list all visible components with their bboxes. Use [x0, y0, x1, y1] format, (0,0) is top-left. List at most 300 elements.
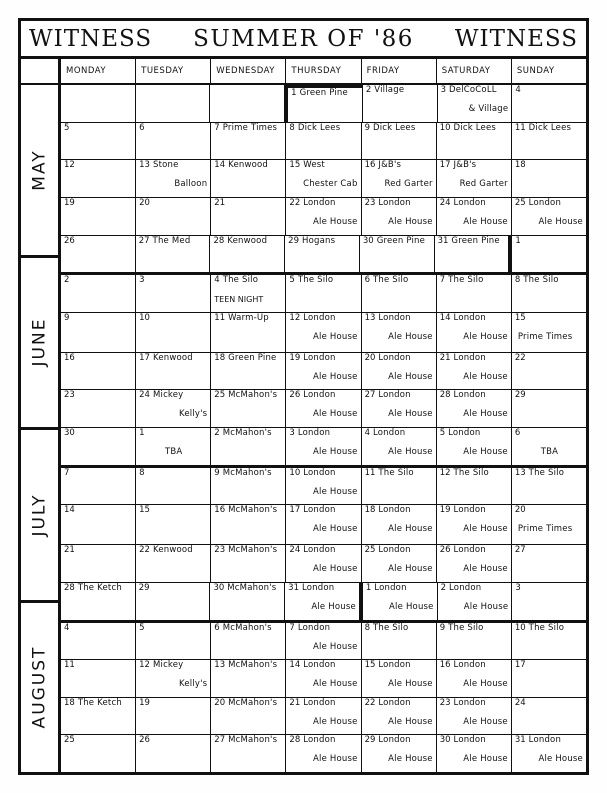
calendar-day-cell[interactable] [211, 468, 286, 505]
calendar-day-cell[interactable] [136, 85, 211, 122]
day-number: 27 [514, 545, 526, 556]
day-number: 10 [289, 467, 301, 478]
calendar-day-cell[interactable] [512, 198, 586, 235]
week-row [61, 660, 586, 698]
event-label: London [453, 660, 486, 671]
calendar-day-cell[interactable] [61, 160, 136, 197]
calendar-day-cell[interactable] [285, 236, 360, 273]
day-number: 24 [514, 697, 526, 708]
day-number: 8 [364, 622, 370, 633]
calendar-day-cell[interactable] [286, 160, 361, 197]
calendar-day-cell[interactable] [136, 660, 211, 697]
event-label-cont: Balloon [174, 179, 208, 190]
calendar-day-cell[interactable] [136, 353, 211, 390]
event-label-cont: Ale House [388, 371, 433, 382]
calendar-day-cell[interactable] [512, 505, 586, 544]
event-label: The Silo [448, 275, 484, 286]
event-label: McMahon's [228, 660, 278, 671]
event-label: London [303, 505, 336, 516]
calendar-day-cell[interactable] [362, 735, 437, 772]
calendar-day-cell[interactable] [512, 390, 586, 427]
calendar-day-cell[interactable] [362, 313, 437, 352]
day-number: 23 [364, 197, 376, 208]
event-label: The Silo [528, 467, 565, 478]
calendar-day-cell[interactable] [437, 160, 512, 197]
calendar-day-cell[interactable] [286, 123, 361, 160]
day-number: 18 [364, 505, 376, 516]
event-label: Green Pine [299, 88, 348, 98]
day-number: 15 [139, 505, 150, 516]
day-header-monday: MONDAY [61, 59, 136, 83]
day-number: 12 [289, 312, 301, 323]
day-number: 30 [439, 735, 451, 746]
calendar-day-cell[interactable] [61, 198, 136, 235]
calendar-day-cell[interactable] [211, 390, 286, 427]
event-label: The Ketch [77, 582, 122, 593]
calendar-day-cell[interactable] [360, 583, 438, 620]
event-label-cont: Ale House [388, 564, 433, 575]
event-label-cont: Ale House [313, 371, 358, 382]
day-number: 19 [139, 697, 150, 708]
calendar-day-cell[interactable] [136, 505, 211, 544]
event-label: London [449, 582, 482, 593]
calendar-day-cell[interactable] [136, 275, 211, 312]
month-column-spacer [21, 59, 58, 85]
calendar-day-cell[interactable] [286, 275, 361, 312]
calendar-day-cell[interactable] [61, 698, 136, 735]
week-row [61, 275, 586, 313]
day-number: 4 [214, 275, 220, 286]
event-label: J&B's [378, 160, 402, 171]
calendar-frame [18, 18, 589, 775]
day-number: 10 [139, 312, 150, 323]
event-label: DelCoCoLL [449, 85, 497, 95]
event-label: Dick Lees [528, 122, 572, 133]
calendar-day-cell[interactable] [286, 623, 361, 660]
event-label: McMahon's [222, 428, 272, 438]
event-label: London [453, 312, 486, 323]
calendar-day-cell[interactable] [512, 698, 586, 735]
calendar-day-cell[interactable] [512, 623, 586, 660]
calendar-day-cell[interactable] [437, 313, 512, 352]
event-label: Kenwood [152, 545, 193, 556]
calendar-day-cell[interactable] [362, 623, 437, 660]
calendar-day-cell[interactable] [437, 505, 512, 544]
calendar-day-cell[interactable] [437, 660, 512, 697]
day-number: 5 [289, 275, 295, 286]
event-label: McMahon's [228, 505, 278, 516]
event-label: London [378, 352, 411, 363]
day-number: 5 [64, 122, 70, 133]
event-label-cont: Ale House [463, 409, 508, 420]
event-label-cont: Ale House [313, 716, 358, 727]
event-label: London [453, 505, 486, 516]
event-label-cont: Ale House [463, 601, 509, 612]
calendar-day-cell[interactable] [437, 123, 512, 160]
calendar-day-cell[interactable] [360, 236, 435, 273]
event-label: London [303, 545, 336, 556]
calendar-day-cell[interactable] [437, 198, 512, 235]
calendar-day-cell[interactable] [61, 313, 136, 352]
day-number: 24 [289, 545, 301, 556]
event-label: London [378, 390, 411, 401]
calendar-day-cell[interactable] [136, 468, 211, 505]
event-label: West [303, 160, 325, 171]
calendar-day-cell[interactable] [286, 698, 361, 735]
event-label-cont: Ale House [388, 216, 433, 227]
event-label: Prime Times [517, 524, 573, 535]
calendar-day-cell[interactable] [136, 123, 211, 160]
calendar-day-cell[interactable] [61, 275, 136, 312]
event-label: Dick Lees [297, 122, 341, 133]
calendar-day-cell[interactable] [512, 313, 586, 352]
calendar-day-cell[interactable] [136, 698, 211, 735]
day-number: 9 [364, 122, 370, 133]
calendar-day-cell[interactable] [512, 353, 586, 390]
day-number: 20 [364, 352, 376, 363]
day-number: 28 [213, 235, 225, 246]
day-number: 24 [439, 197, 451, 208]
calendar-day-cell[interactable] [61, 583, 136, 620]
calendar-day-cell[interactable] [211, 313, 286, 352]
day-header-wednesday: WEDNESDAY [211, 59, 286, 83]
day-number: 25 [64, 735, 75, 746]
day-number: 5 [439, 428, 446, 438]
day-number: 6 [364, 275, 370, 286]
calendar-day-cell[interactable] [438, 583, 513, 620]
day-number: 1 [139, 428, 145, 438]
calendar-day-cell[interactable] [61, 123, 136, 160]
day-number: 8 [514, 275, 521, 286]
day-number: 26 [439, 545, 451, 556]
day-number: 29 [514, 390, 526, 401]
week-row [61, 623, 586, 661]
calendar-day-cell[interactable] [363, 85, 438, 122]
event-label-cont: Ale House [313, 447, 358, 457]
calendar-day-cell[interactable] [512, 428, 586, 465]
day-number: 28 [439, 390, 451, 401]
day-header-sunday: SUNDAY [516, 66, 555, 76]
day-number: 18 [514, 160, 526, 171]
event-label: The Silo [372, 275, 409, 286]
calendar-day-cell[interactable] [211, 275, 286, 312]
calendar-day-cell[interactable] [136, 545, 211, 582]
event-label-cont: & Village [468, 104, 509, 114]
day-number: 14 [289, 660, 301, 671]
calendar-day-cell[interactable] [362, 505, 437, 544]
calendar-day-cell[interactable] [286, 660, 361, 697]
calendar-day-cell[interactable] [286, 505, 361, 544]
calendar-day-cell[interactable] [512, 583, 586, 620]
day-number: 9 [64, 312, 70, 323]
calendar-day-cell[interactable] [136, 160, 211, 197]
calendar-day-cell[interactable] [61, 390, 136, 427]
event-label: The Silo [222, 275, 259, 286]
calendar-day-cell[interactable] [512, 545, 586, 582]
day-number: 7 [439, 275, 446, 286]
month-label: JUNE [29, 317, 50, 367]
calendar-day-cell[interactable] [211, 353, 286, 390]
event-label: TBA [540, 447, 559, 457]
day-number: 3 [515, 582, 521, 593]
week-row [61, 313, 586, 353]
calendar-day-cell[interactable] [136, 623, 211, 660]
day-number: 23 [214, 545, 226, 556]
event-label-cont: Ale House [388, 331, 433, 342]
day-number: 24 [139, 390, 150, 401]
calendar-day-cell[interactable] [61, 660, 136, 697]
week-row [61, 198, 586, 236]
event-label-cont: Ale House [313, 331, 358, 342]
day-number: 21 [214, 197, 226, 208]
calendar-day-cell[interactable] [285, 85, 363, 122]
calendar-day-cell[interactable] [211, 505, 286, 544]
day-number: 17 [514, 660, 526, 671]
calendar-day-cell[interactable] [136, 390, 211, 427]
title-left-word: WITNESS [29, 25, 153, 52]
event-label-cont: Ale House [388, 409, 433, 420]
calendar-day-cell[interactable] [136, 583, 211, 620]
day-number: 12 [139, 660, 150, 671]
title-right-word: WITNESS [454, 25, 578, 52]
calendar-day-cell[interactable] [61, 468, 136, 505]
event-label: Kenwood [227, 235, 268, 246]
event-label: Prime Times [517, 331, 573, 342]
day-number: 1 [515, 235, 521, 246]
calendar-day-cell[interactable] [438, 85, 513, 122]
day-number: 22 [364, 697, 376, 708]
calendar-day-cell[interactable] [61, 353, 136, 390]
calendar-day-cell[interactable] [286, 735, 361, 772]
day-number: 20 [214, 697, 226, 708]
day-number: 15 [289, 160, 301, 171]
event-label-cont: Ale House [463, 564, 508, 575]
day-number: 11 [514, 122, 526, 133]
calendar-day-cell[interactable] [362, 353, 437, 390]
day-number: 2 [365, 85, 372, 95]
event-label: TBA [164, 447, 183, 457]
calendar-day-cell[interactable] [210, 236, 285, 273]
calendar-day-cell[interactable] [437, 468, 512, 505]
day-number: 7 [64, 467, 70, 478]
calendar-day-cell[interactable] [362, 660, 437, 697]
event-label-cont: Chester Cab [303, 179, 358, 190]
calendar-day-cell[interactable] [61, 85, 136, 122]
calendar-day-cell[interactable] [211, 660, 286, 697]
event-label: London [303, 697, 336, 708]
calendar-day-cell[interactable] [286, 468, 361, 505]
week-row [61, 735, 586, 772]
event-label-cont: Ale House [463, 331, 508, 342]
day-number: 29 [288, 235, 299, 246]
event-label: London [528, 197, 562, 208]
calendar-day-cell[interactable] [437, 623, 512, 660]
calendar-day-cell[interactable] [362, 545, 437, 582]
calendar-day-cell[interactable] [512, 123, 586, 160]
calendar-day-cell[interactable] [211, 428, 286, 465]
weeks-column [61, 59, 586, 772]
calendar-day-cell[interactable] [437, 698, 512, 735]
event-label-cont: Ale House [463, 371, 508, 382]
calendar-day-cell[interactable] [61, 545, 136, 582]
calendar-day-cell[interactable] [136, 198, 211, 235]
day-number: 7 [214, 122, 220, 133]
week-row [61, 236, 586, 276]
event-label-cont: Ale House [538, 754, 583, 765]
day-number: 27 [214, 735, 226, 746]
calendar-day-cell[interactable] [362, 468, 437, 505]
calendar-day-cell[interactable] [136, 236, 211, 273]
calendar-day-cell[interactable] [512, 160, 586, 197]
event-label-cont: Ale House [389, 601, 434, 612]
calendar-day-cell[interactable] [285, 583, 360, 620]
event-label: Kenwood [152, 352, 193, 363]
day-number: 12 [439, 467, 451, 478]
calendar-day-cell[interactable] [362, 198, 437, 235]
event-label: Dick Lees [453, 122, 497, 133]
calendar-day-cell[interactable] [512, 735, 586, 772]
calendar-day-cell[interactable] [362, 123, 437, 160]
calendar-day-cell[interactable] [210, 85, 285, 122]
day-number: 4 [515, 85, 521, 95]
calendar-day-cell[interactable] [211, 623, 286, 660]
day-number: 25 [214, 390, 226, 401]
calendar-day-cell[interactable] [211, 160, 286, 197]
calendar-day-cell[interactable] [136, 428, 211, 465]
event-label: Mickey [152, 660, 184, 671]
day-number: 11 [64, 660, 75, 671]
month-label-column [21, 59, 61, 772]
event-label-cont: Ale House [463, 447, 508, 457]
calendar-day-cell[interactable] [136, 313, 211, 352]
event-sublabel: TEEN NIGHT [214, 295, 264, 305]
calendar-day-cell[interactable] [362, 390, 437, 427]
calendar-day-cell[interactable] [286, 353, 361, 390]
day-number: 25 [364, 545, 376, 556]
event-label-cont: Ale House [388, 524, 433, 535]
day-number: 4 [364, 428, 370, 438]
event-label-cont: Kelly's [178, 679, 208, 690]
calendar-day-cell[interactable] [61, 428, 136, 465]
day-number: 8 [289, 122, 295, 133]
day-number: 31 [288, 582, 299, 593]
day-number: 26 [64, 235, 75, 246]
event-label: London [303, 467, 336, 478]
calendar-day-cell[interactable] [61, 735, 136, 772]
week-row [61, 505, 586, 545]
calendar-day-cell[interactable] [437, 390, 512, 427]
day-header-thursday: THURSDAY [286, 59, 361, 83]
week-row [61, 698, 586, 736]
calendar-day-cell[interactable] [211, 698, 286, 735]
calendar-day-cell[interactable] [437, 428, 512, 465]
event-label: London [453, 390, 486, 401]
day-number: 3 [289, 428, 295, 438]
week-row [61, 583, 586, 623]
day-number: 11 [364, 467, 376, 478]
calendar-day-cell[interactable] [362, 698, 437, 735]
week-row [61, 545, 586, 583]
day-number: 12 [64, 160, 75, 171]
event-label: London [303, 390, 336, 401]
day-number: 17 [439, 160, 451, 171]
event-label: Green Pine [228, 352, 277, 363]
day-number: 5 [139, 622, 145, 633]
poster-title-bar [21, 21, 586, 59]
event-label-cont: Kelly's [178, 409, 208, 420]
calendar-day-cell[interactable] [136, 735, 211, 772]
event-label: London [453, 197, 486, 208]
calendar-day-cell[interactable] [512, 85, 586, 122]
day-number: 8 [139, 467, 145, 478]
calendar-day-cell[interactable] [437, 735, 512, 772]
day-number: 9 [439, 622, 446, 633]
week-row [61, 353, 586, 391]
day-number: 15 [364, 660, 376, 671]
week-row [61, 468, 586, 506]
event-label-cont: Ale House [538, 216, 583, 227]
calendar-day-cell[interactable] [437, 275, 512, 312]
calendar-day-cell[interactable] [512, 660, 586, 697]
day-number: 19 [439, 505, 451, 516]
calendar-day-cell[interactable] [210, 583, 285, 620]
day-number: 11 [214, 312, 226, 323]
calendar-day-cell[interactable] [435, 236, 510, 273]
event-label: London [378, 697, 411, 708]
calendar-day-cell[interactable] [362, 160, 437, 197]
calendar-day-cell[interactable] [286, 313, 361, 352]
month-band-june [21, 258, 58, 431]
calendar-day-cell[interactable] [362, 428, 437, 465]
calendar-day-cell[interactable] [512, 468, 586, 505]
day-number: 6 [139, 122, 145, 133]
event-label-cont: Red Garter [384, 179, 433, 190]
event-label: Hogans [301, 235, 336, 246]
day-number: 31 [437, 235, 449, 246]
event-label: London [378, 660, 411, 671]
event-label: Prime Times [222, 122, 278, 133]
calendar-day-cell[interactable] [512, 275, 586, 312]
calendar-day-cell[interactable] [286, 428, 361, 465]
month-band-july [21, 430, 58, 603]
day-number: 30 [64, 428, 75, 438]
event-label-cont: Ale House [388, 447, 433, 457]
calendar-day-cell[interactable] [61, 505, 136, 544]
day-number: 22 [289, 197, 301, 208]
day-number: 10 [439, 122, 451, 133]
calendar-day-cell[interactable] [437, 545, 512, 582]
event-label-cont: Ale House [388, 754, 433, 765]
calendar-day-cell[interactable] [286, 390, 361, 427]
calendar-day-cell[interactable] [211, 198, 286, 235]
day-number: 16 [214, 505, 226, 516]
calendar-day-cell[interactable] [286, 198, 361, 235]
event-label: London [303, 197, 336, 208]
day-number: 2 [64, 275, 70, 286]
calendar-day-cell[interactable] [437, 353, 512, 390]
day-number: 14 [64, 505, 75, 516]
calendar-day-cell[interactable] [61, 623, 136, 660]
day-number: 13 [514, 467, 526, 478]
calendar-day-cell[interactable] [61, 236, 136, 273]
calendar-day-cell[interactable] [211, 735, 286, 772]
calendar-day-cell[interactable] [509, 236, 586, 273]
calendar-day-cell[interactable] [211, 545, 286, 582]
calendar-day-cell[interactable] [286, 545, 361, 582]
day-number: 19 [64, 197, 75, 208]
calendar-day-cell[interactable] [362, 275, 437, 312]
calendar-day-cell[interactable] [211, 123, 286, 160]
